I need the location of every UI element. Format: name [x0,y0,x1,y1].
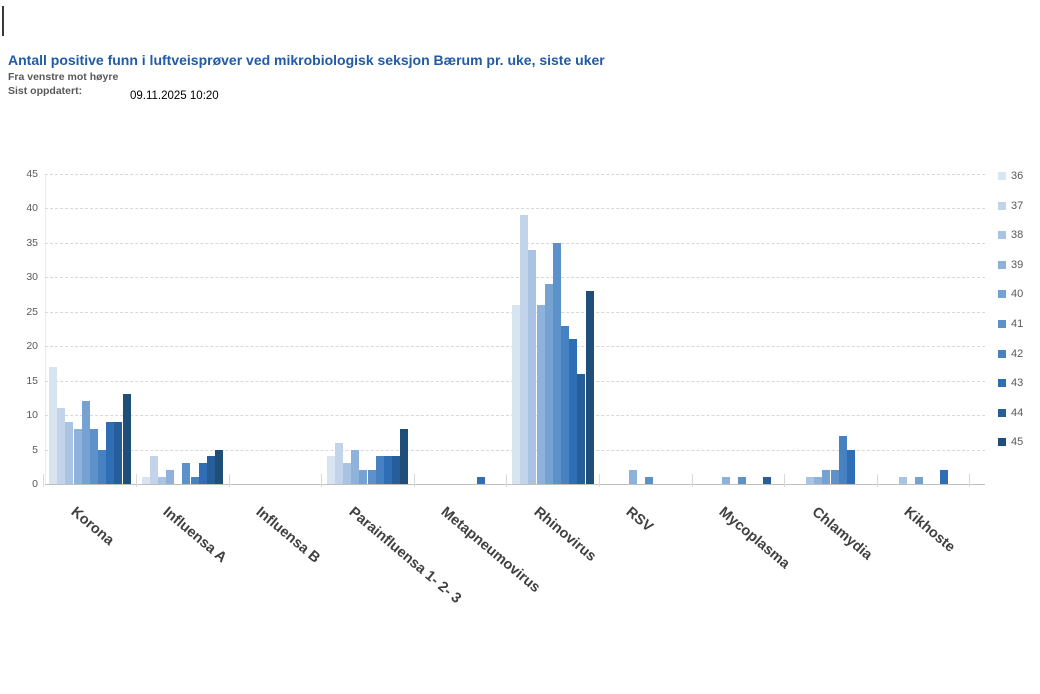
category-label: Metapneumovirus [437,504,544,597]
bar-rhinovirus-uke-37[interactable] [520,215,528,484]
bar-rhinovirus-uke-38[interactable] [528,250,536,484]
category-label: RSV [623,504,657,536]
bar-korona-uke-37[interactable] [57,408,65,484]
y-tick-label: 35 [26,236,38,249]
bar-rsv-uke-39[interactable] [629,470,637,484]
y-tick-label: 15 [26,374,38,387]
bar-chlamydia-uke-39[interactable] [814,477,822,484]
bar-korona-uke-45[interactable] [123,394,131,484]
category-axis-tick [599,474,600,487]
category-label: Influensa A [160,504,230,567]
bar-kikhoste-uke-40[interactable] [915,477,923,484]
category-label: Influensa B [252,504,323,567]
legend-item-uke-39[interactable] [998,259,1023,271]
chart-subtitle: Fra venstre mot høyre [8,71,119,83]
bar-parainfluensa-1-2-3-uke-45[interactable] [400,429,408,484]
bar-rsv-uke-41[interactable] [645,477,653,484]
bar-rhinovirus-uke-40[interactable] [545,284,553,484]
y-axis-line [45,174,46,484]
y-tick-label: 0 [32,478,38,490]
bar-rhinovirus-uke-45[interactable] [586,291,594,484]
bar-influensa-a-uke-38[interactable] [158,477,166,484]
bar-chlamydia-uke-41[interactable] [831,470,839,484]
legend-swatch [998,320,1006,328]
bar-korona-uke-41[interactable] [90,429,98,484]
bar-metapneumovirus-uke-43[interactable] [477,477,485,484]
x-axis-line [45,484,985,485]
bar-korona-uke-42[interactable] [98,450,106,484]
legend-swatch [998,231,1006,239]
legend-item-uke-37[interactable] [998,200,1023,212]
legend-label: 39 [1011,258,1024,271]
bar-korona-uke-43[interactable] [106,422,114,484]
category-axis-tick [43,474,44,487]
gridline [45,208,985,209]
category-label: Rhinovirus [530,504,599,565]
category-axis-tick [692,474,693,487]
legend-swatch [998,350,1006,358]
bar-influensa-a-uke-39[interactable] [166,470,174,484]
bar-influensa-a-uke-44[interactable] [207,456,215,484]
category-axis-tick [506,474,507,487]
legend-label: 45 [1011,436,1024,449]
bar-rhinovirus-uke-44[interactable] [577,374,585,484]
legend-swatch [998,172,1006,180]
bar-mycoplasma-uke-41[interactable] [738,477,746,484]
bar-rhinovirus-uke-36[interactable] [512,305,520,484]
category-axis-tick [784,474,785,487]
bar-influensa-a-uke-41[interactable] [182,463,190,484]
y-tick-label: 5 [32,443,38,456]
category-label: Korona [67,504,117,549]
bar-kikhoste-uke-38[interactable] [899,477,907,484]
legend-item-uke-38[interactable] [998,229,1023,241]
legend-label: 41 [1011,318,1024,330]
legend-label: 44 [1011,406,1024,419]
legend-item-uke-45[interactable] [998,436,1023,448]
bar-parainfluensa-1-2-3-uke-43[interactable] [384,456,392,484]
legend-swatch [998,379,1006,387]
bar-parainfluensa-1-2-3-uke-44[interactable] [392,456,400,484]
legend-swatch [998,438,1006,446]
legend-swatch [998,409,1006,417]
category-axis-tick [414,474,415,487]
bar-influensa-a-uke-37[interactable] [150,456,158,484]
category-axis-tick [321,474,322,487]
category-label: Chlamydia [808,504,875,564]
bar-parainfluensa-1-2-3-uke-37[interactable] [335,443,343,484]
category-axis-tick [877,474,878,487]
bar-parainfluensa-1-2-3-uke-41[interactable] [368,470,376,484]
legend-swatch [998,202,1006,210]
bar-influensa-a-uke-43[interactable] [199,463,207,484]
legend-label: 40 [1011,288,1024,301]
last-updated-value: 09.11.2025 10:20 [130,90,219,102]
bar-parainfluensa-1-2-3-uke-36[interactable] [327,456,335,484]
bar-korona-uke-38[interactable] [65,422,73,484]
bar-chlamydia-uke-43[interactable] [847,450,855,484]
y-tick-label: 40 [26,202,38,215]
bar-korona-uke-44[interactable] [114,422,122,484]
last-updated-label: Sist oppdatert: [8,85,83,97]
bar-parainfluensa-1-2-3-uke-40[interactable] [359,470,367,484]
bar-rhinovirus-uke-39[interactable] [537,305,545,484]
bar-mycoplasma-uke-39[interactable] [722,477,730,484]
legend-label: 42 [1011,347,1024,360]
bar-influensa-a-uke-36[interactable] [142,477,150,484]
bar-rhinovirus-uke-43[interactable] [569,339,577,484]
bar-chlamydia-uke-40[interactable] [822,470,830,484]
y-tick-label: 20 [26,340,38,353]
bar-influensa-a-uke-45[interactable] [215,450,223,484]
bar-korona-uke-40[interactable] [82,401,90,484]
bar-korona-uke-36[interactable] [49,367,57,484]
bar-mycoplasma-uke-44[interactable] [763,477,771,484]
legend-label: 43 [1011,377,1024,390]
gridline [45,243,985,244]
legend-item-uke-42[interactable] [998,348,1023,360]
bar-parainfluensa-1-2-3-uke-39[interactable] [351,450,359,484]
bar-chlamydia-uke-38[interactable] [806,477,814,484]
legend-label: 36 [1011,170,1024,182]
bar-kikhoste-uke-43[interactable] [940,470,948,484]
y-tick-label: 10 [26,409,38,422]
legend-label: 38 [1011,229,1024,242]
legend-item-uke-41[interactable] [998,318,1023,330]
chart-title: Antall positive funn i luftveisprøver ved mikrobiologisk seksjon Bærum pr. uke, siste uker [8,52,605,68]
category-axis-tick [969,474,970,487]
legend-label: 37 [1011,199,1024,212]
category-label: Kikhoste [900,504,959,556]
legend-swatch [998,261,1006,269]
y-tick-label: 25 [26,305,38,318]
y-tick-label: 30 [26,271,38,284]
gridline [45,174,985,175]
y-tick-label: 45 [26,168,38,180]
category-label: Parainfluensa 1- 2- 3 [345,504,464,607]
bar-korona-uke-39[interactable] [74,429,82,484]
legend-swatch [998,290,1006,298]
bar-rhinovirus-uke-41[interactable] [553,243,561,484]
gridline [45,277,985,278]
bar-chlamydia-uke-42[interactable] [839,436,847,484]
legend-item-uke-40[interactable] [998,288,1023,300]
category-axis-tick [136,474,137,487]
legend-item-uke-36[interactable] [998,170,1023,182]
category-axis-tick [229,474,230,487]
bar-influensa-a-uke-42[interactable] [191,477,199,484]
legend-item-uke-43[interactable] [998,377,1023,389]
bar-rhinovirus-uke-42[interactable] [561,326,569,484]
bar-parainfluensa-1-2-3-uke-42[interactable] [376,456,384,484]
bar-parainfluensa-1-2-3-uke-38[interactable] [343,463,351,484]
category-label: Mycoplasma [715,504,793,573]
legend-item-uke-44[interactable] [998,407,1023,419]
